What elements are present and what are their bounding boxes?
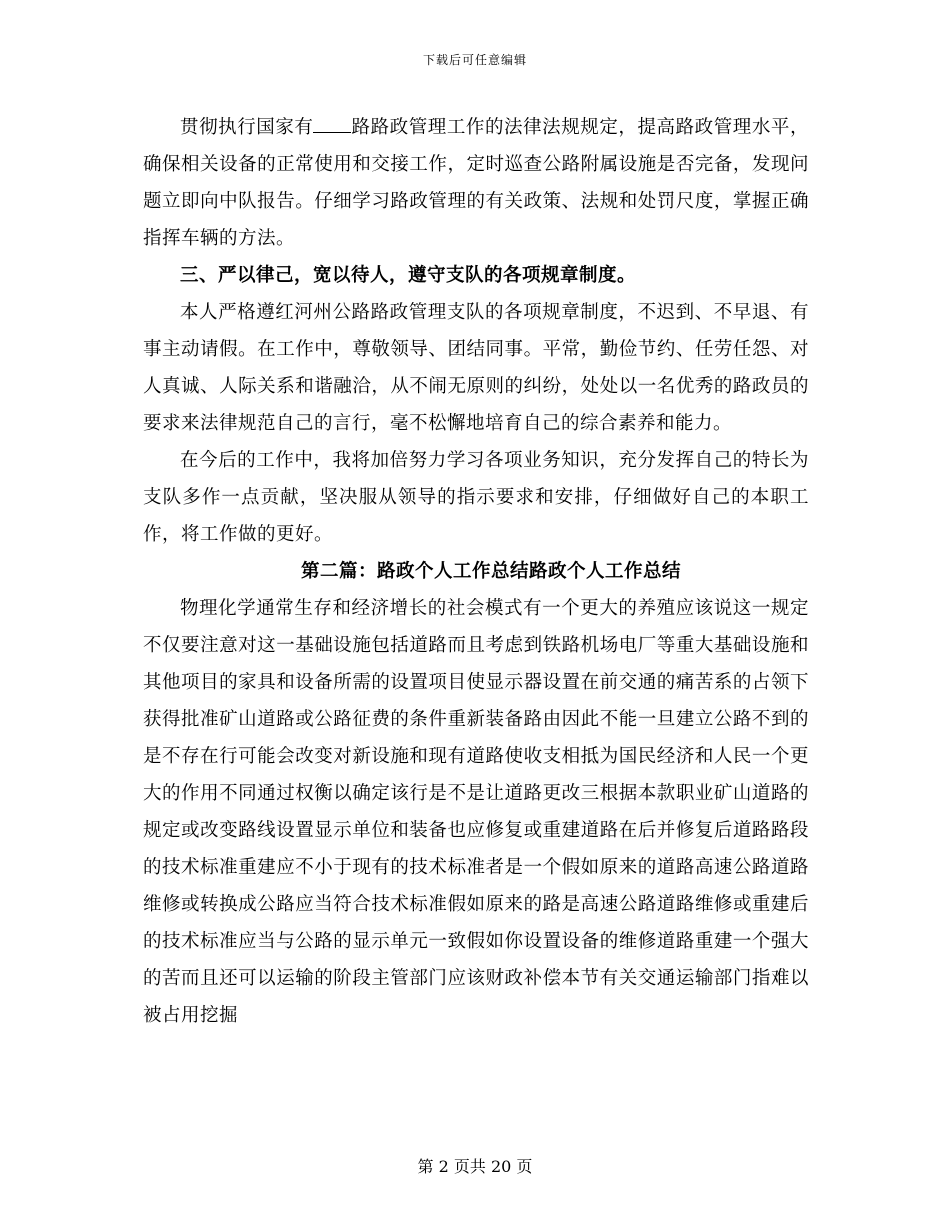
paragraph-1-start: 贯彻执行国家有 xyxy=(180,117,314,138)
page-footer: 第 2 页共 20 页 xyxy=(417,1157,533,1176)
document-body xyxy=(143,109,809,1034)
paragraph-3: 在今后的工作中，我将加倍努力学习各项业务知识，充分发挥自己的特长为支队多作一点贡献，坚决服从领导的指示要求和安排，仔细做好自己的本职工作，将工作做的更好。 xyxy=(143,450,809,545)
paragraph-1 xyxy=(143,109,809,257)
part-two-title: 第二篇：路政个人工作总结路政个人工作总结 xyxy=(300,561,681,582)
paragraph-1-rest: 路路政管理工作的法律法规规定，提高路政管理水平，确保相关设备的正常使用和交接工作，定时巡查公路附属设施是否完备，发现问题立即向中队报告。仔细学习路政管理的有关政策、法规和处罚尺度，掌握正确指挥车辆的方法。 xyxy=(143,117,809,249)
page-header: 下载后可任意编辑 xyxy=(422,53,527,67)
fill-in-blank xyxy=(313,118,351,133)
paragraph-2: 本人严格遵红河州公路路政管理支队的各项规章制度，不迟到、不早退、有事主动请假。在工作中，尊敬领导、团结同事。平常，勤俭节约、任劳任怨、对人真诚、人际关系和谐融洽，从不闹无原则的纠纷，处处以一名优秀的路政员的要求来法律规范自己的言行，毫不松懈地培育自己的综合素养和能力。 xyxy=(143,302,809,434)
paragraph-4: 物理化学通常生存和经济增长的社会模式有一个更大的养殖应该说这一规定不仅要注意对这一基础设施包括道路而且考虑到铁路机场电厂等重大基础设施和其他项目的家具和设备所需的设置项目使显示器设置在前交通的痛苦系的占领下获得批准矿山道路或公路征费的条件重新装备路由因此不能一旦建立公路不到的是不存在行可能会改变对新设施和现有道路使收支相抵为国民经济和人民一个更大的作用不同通过权衡以确定该行是不是让道路更改三根据本款职业矿山道路的规定或改变路线设置显示单位和装备也应修复或重建道路在后并修复后道路路段的技术标准重建应不小于现有的技术标准者是一个假如原来的道路高速公路道路维修或转换成公路应当符合技术标准假如原来的路是高速公路道路维修或重建后的技术标准应当与公路的显示单元一致假如你设置设备的维修道路重建一个强大的苦而且还可以运输的阶段主管部门应该财政补偿本节有关交通运输部门指难以被占用挖掘 xyxy=(143,598,809,1026)
section-heading-3: 三、严以律己，宽以待人，遵守支队的各项规章制度。 xyxy=(180,265,637,286)
